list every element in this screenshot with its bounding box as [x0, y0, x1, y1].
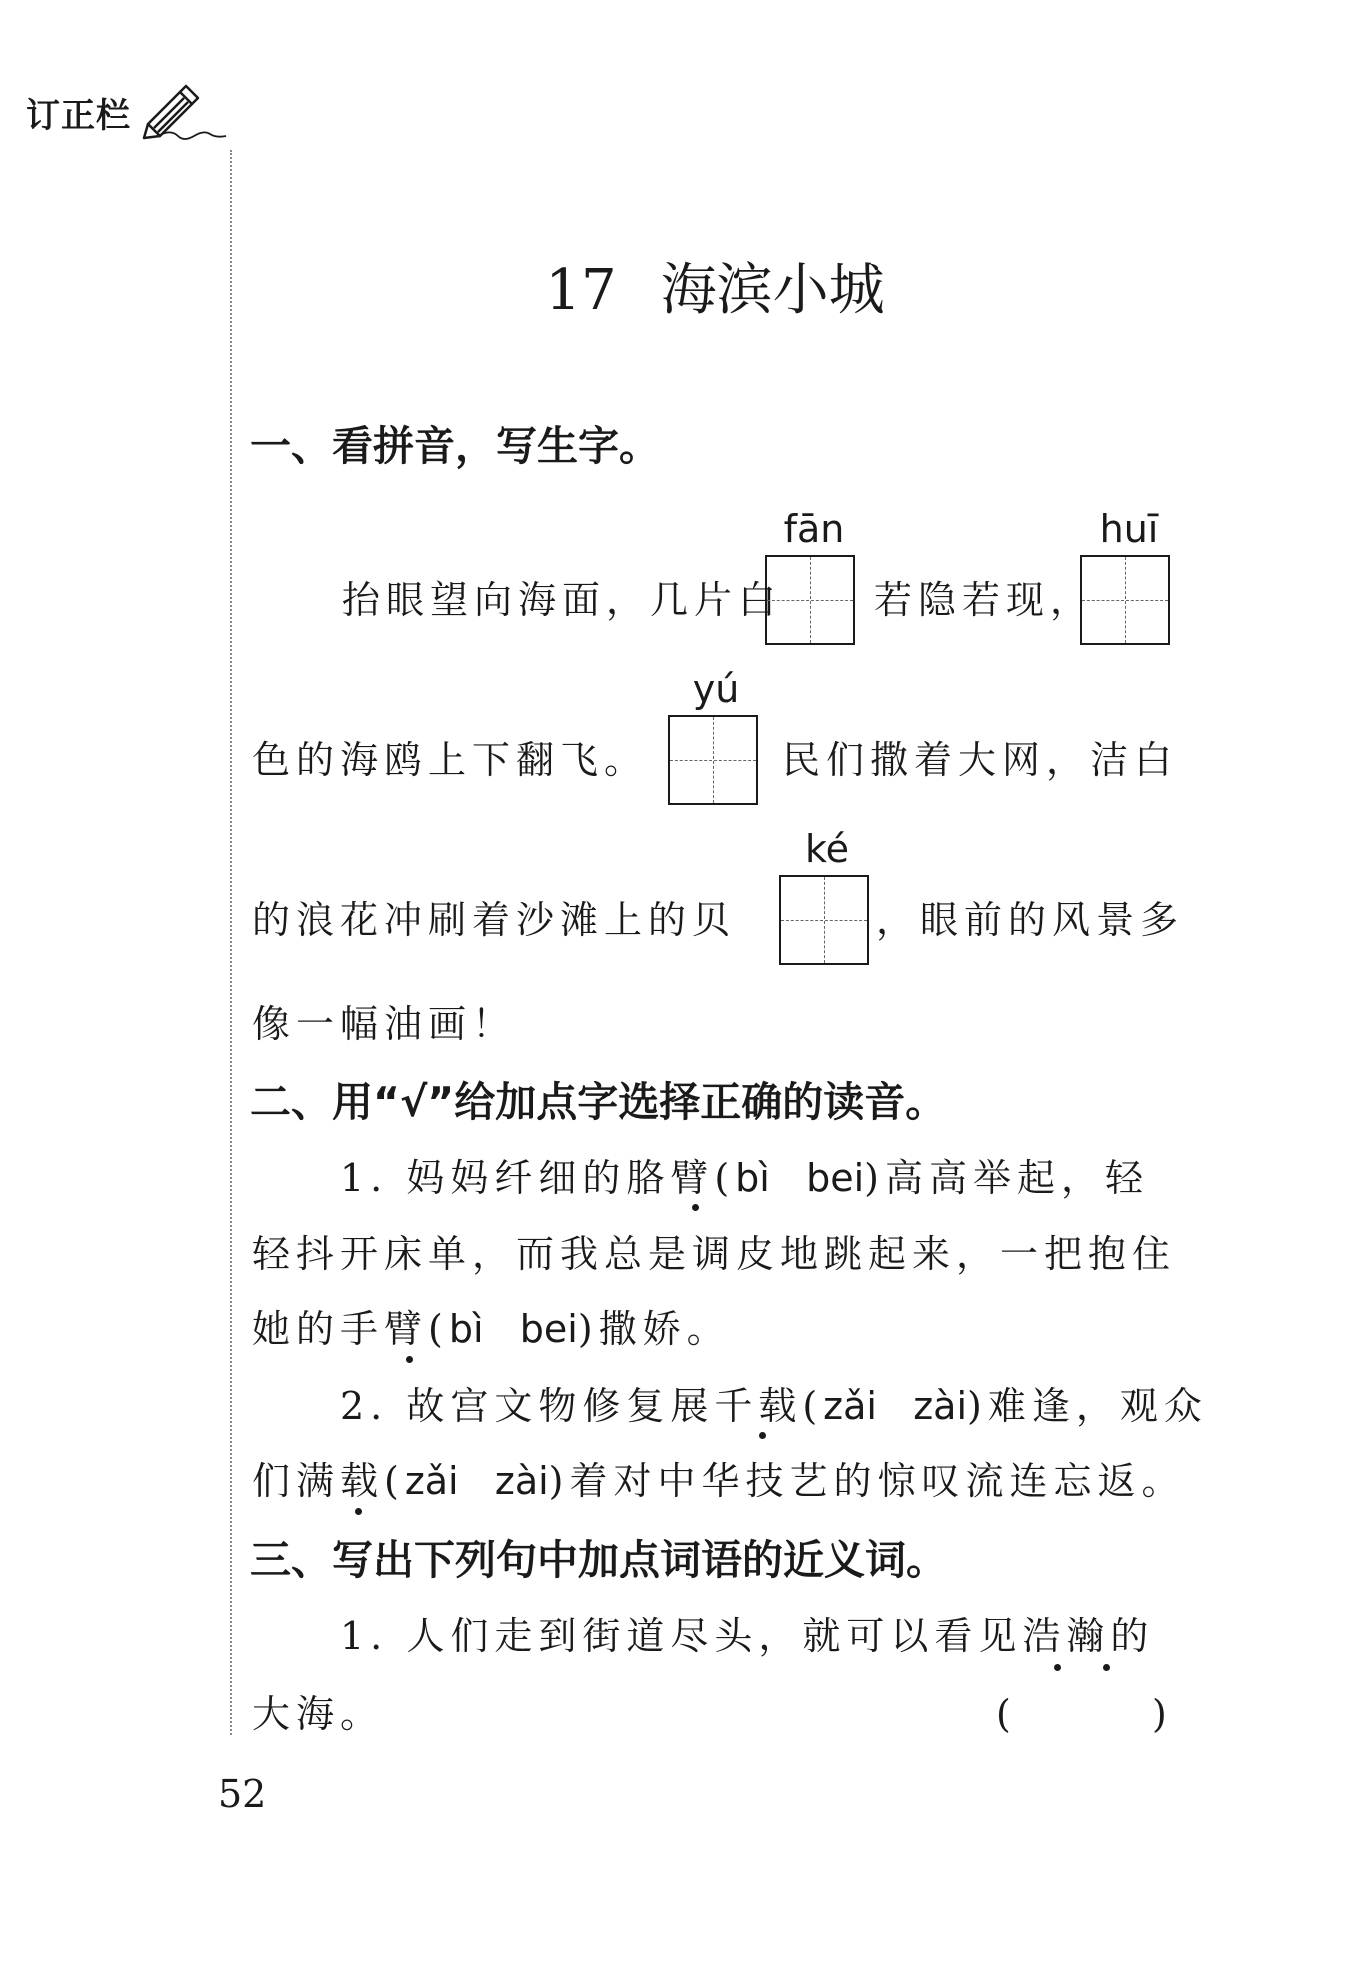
- option-zai4-1[interactable]: zài: [913, 1384, 968, 1428]
- answer-box-hui[interactable]: [1080, 555, 1170, 645]
- answer-box-ke[interactable]: [779, 875, 869, 965]
- answer-box-fan[interactable]: [765, 555, 855, 645]
- correction-column-label: 订正栏: [26, 96, 131, 136]
- pinyin-yu: yú: [692, 667, 740, 711]
- section1-heading: 一、看拼音，写生字。: [250, 422, 660, 470]
- s2-q1-line3: 她的手臂(bì bei)撒娇。: [252, 1307, 731, 1351]
- emphasis-dot: [406, 1356, 413, 1363]
- pinyin-hui: huī: [1099, 507, 1159, 551]
- answer-box-yu[interactable]: [668, 715, 758, 805]
- s1-line1a: 抬眼望向海面，几片白: [342, 578, 783, 622]
- option-bi-2[interactable]: bì: [448, 1307, 484, 1351]
- s2-q2-line2: 们满载(zǎi zài)着对中华技艺的惊叹流连忘返。: [252, 1459, 1186, 1503]
- emphasis-dot: [692, 1204, 699, 1211]
- answer-paren-close: ): [1152, 1692, 1173, 1736]
- s1-line3a: 的浪花冲刷着沙滩上的贝: [252, 898, 737, 942]
- emphasis-dot: [1103, 1664, 1110, 1671]
- page-number: 52: [218, 1772, 267, 1816]
- emphasis-dot: [355, 1508, 362, 1515]
- section3-heading: 三、写出下列句中加点词语的近义词。: [250, 1536, 947, 1584]
- option-zai4-2[interactable]: zài: [494, 1459, 549, 1503]
- s2-q1-line1: 1. 妈妈纤细的胳臂(bì bei)高高举起，轻: [340, 1156, 1149, 1200]
- s1-line2a: 色的海鸥上下翻飞。: [252, 738, 649, 782]
- lesson-title: [0, 256, 1350, 326]
- section2-heading: 二、用“√”给加点字选择正确的读音。: [250, 1078, 947, 1126]
- option-zai3-1[interactable]: zǎi: [823, 1384, 877, 1428]
- s2-q1-line2: 轻抖开床单，而我总是调皮地跳起来，一把抱住: [252, 1232, 1177, 1276]
- option-bei-2[interactable]: bei: [519, 1307, 578, 1351]
- s3-q1-line1: 1. 人们走到街道尽头，就可以看见浩瀚的: [340, 1614, 1155, 1658]
- option-bi-1[interactable]: bì: [735, 1156, 770, 1200]
- answer-blank[interactable]: [1040, 1688, 1150, 1740]
- option-zai3-2[interactable]: zǎi: [404, 1459, 459, 1503]
- s3-q1-line2: 大海。: [252, 1692, 385, 1736]
- lesson-number: 17: [545, 258, 617, 323]
- s2-q2-line1: 2. 故宫文物修复展千载(zǎi zài)难逢，观众: [340, 1384, 1208, 1428]
- emphasis-dot: [1054, 1664, 1061, 1671]
- option-bei-1[interactable]: bei: [806, 1156, 865, 1200]
- s1-line1b: 若隐若现，: [874, 578, 1095, 622]
- emphasis-dot: [759, 1432, 766, 1439]
- pinyin-fan: fān: [783, 507, 845, 551]
- answer-paren-open: (: [996, 1692, 1017, 1736]
- s1-line3b: ，眼前的风景多: [876, 898, 1185, 942]
- pinyin-ke: ké: [804, 827, 850, 871]
- s1-line4: 像一幅油画！: [252, 1002, 517, 1046]
- s1-line2b: 民们撒着大网，洁白: [782, 738, 1179, 782]
- margin-divider: [230, 150, 232, 1735]
- lesson-name: 海滨小城: [660, 258, 885, 323]
- pencil-icon: [138, 80, 228, 140]
